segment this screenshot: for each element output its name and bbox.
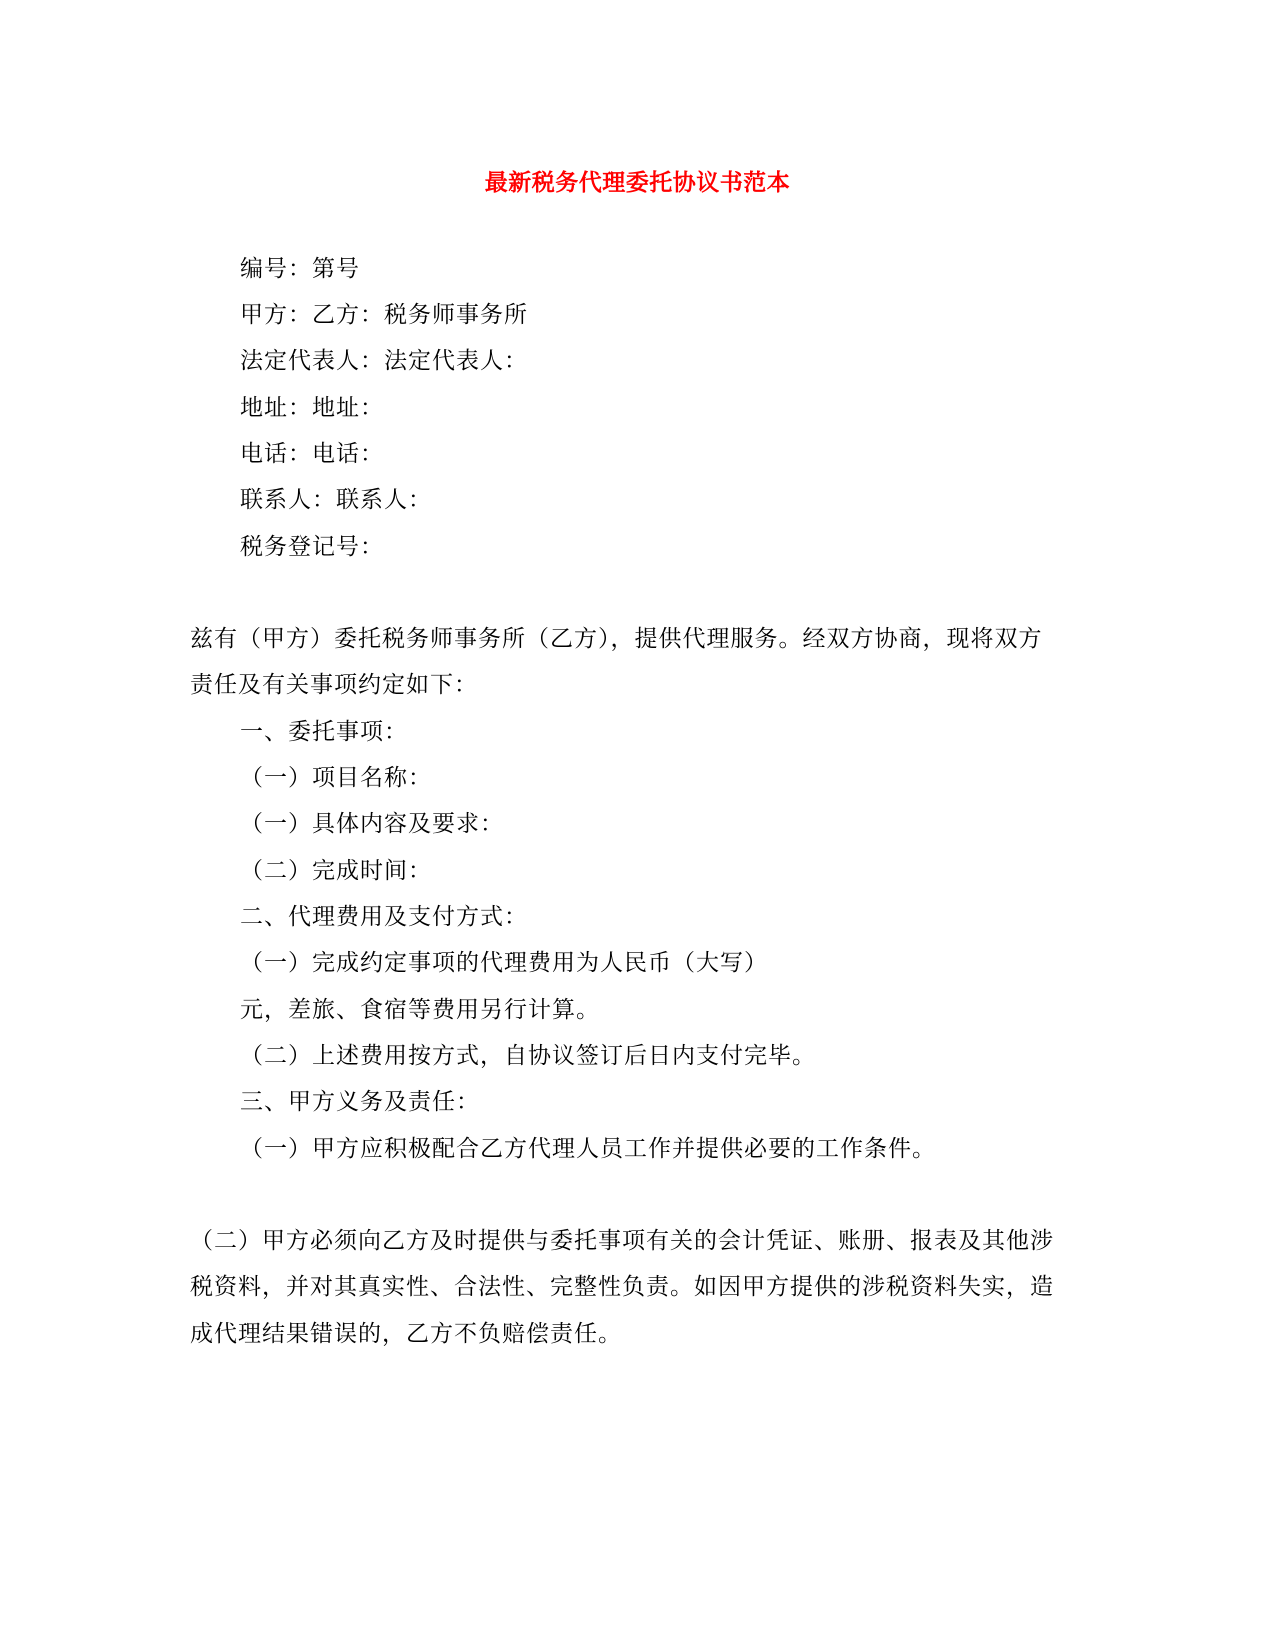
header-line-address: 地址：地址： (240, 395, 384, 421)
section-heading-2: 二、代理费用及支付方式： (240, 904, 528, 930)
intro-line-2: 责任及有关事项约定如下： (190, 672, 478, 698)
document-title: 最新税务代理委托协议书范本 (484, 169, 791, 196)
section-item-content: （一）具体内容及要求： (240, 811, 504, 837)
header-line-number: 编号：第号 (240, 256, 360, 282)
section-item-payment: （二）上述费用按方式，自协议签订后日内支付完毕。 (240, 1043, 816, 1069)
section-item-fee-continued: 元，差旅、食宿等费用另行计算。 (240, 997, 600, 1023)
section-item-fee: （一）完成约定事项的代理费用为人民币（大写） (240, 950, 768, 976)
section-item-cooperation: （一）甲方应积极配合乙方代理人员工作并提供必要的工作条件。 (240, 1136, 936, 1162)
section-item-project-name: （一）项目名称： (240, 765, 432, 791)
header-line-tax-registration: 税务登记号： (240, 534, 384, 560)
closing-line-1: （二）甲方必须向乙方及时提供与委托事项有关的会计凭证、账册、报表及其他涉 (190, 1228, 1054, 1254)
header-line-phone: 电话：电话： (240, 441, 384, 467)
section-item-completion-time: （二）完成时间： (240, 858, 432, 884)
closing-line-2: 税资料，并对其真实性、合法性、完整性负责。如因甲方提供的涉税资料失实，造 (190, 1274, 1054, 1300)
header-line-legal-rep: 法定代表人：法定代表人： (240, 348, 528, 374)
section-heading-1: 一、委托事项： (240, 719, 408, 745)
closing-line-3: 成代理结果错误的，乙方不负赔偿责任。 (190, 1321, 622, 1347)
intro-line-1: 兹有（甲方）委托税务师事务所（乙方），提供代理服务。经双方协商，现将双方 (190, 626, 1043, 652)
section-heading-3: 三、甲方义务及责任： (240, 1089, 480, 1115)
header-line-contact: 联系人：联系人： (240, 487, 432, 513)
header-line-parties: 甲方：乙方：税务师事务所 (240, 302, 528, 328)
